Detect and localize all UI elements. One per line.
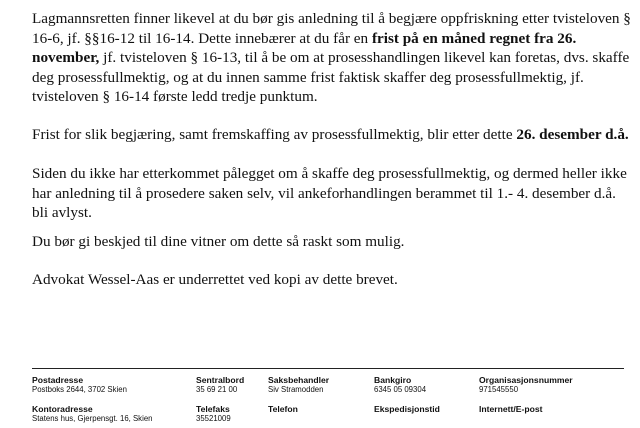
footer-value: Siv Stramodden	[268, 385, 324, 394]
footer-postadresse	[32, 375, 127, 395]
footer-label: Bankgiro	[374, 375, 412, 385]
footer-value: 35521009	[196, 414, 231, 423]
paragraph-text: Siden du ikke har etterkommet pålegget om å skaffe deg prosessfullmektig, og dermed heller ikke har anledning til å prosedere saken selv, vil ankeforhandlingen berammet til 1.- 4. desember d.å. bli avlyst.	[32, 165, 627, 221]
footer-label: Kontoradresse	[32, 404, 93, 414]
footer-kontoradresse	[32, 404, 153, 424]
footer-telefaks	[196, 404, 231, 424]
paragraph-avlyst	[32, 164, 632, 223]
footer-label: Organisasjonsnummer	[479, 375, 573, 385]
paragraph-text: jf. tvisteloven § 16-13, til å be om at prosesshandlingen likevel kan foretas, dvs. skaffe deg prosessfullmektig, og at du innen samme frist faktisk skaffer deg prosessfullmektig, jf. tvisteloven § 16-14 første ledd tredje punktum.	[32, 49, 630, 105]
deadline-date: 26. desember d.å.	[516, 126, 629, 143]
footer-value: 971545550	[479, 385, 519, 394]
paragraph-vitner	[32, 232, 632, 252]
paragraph-oppfriskning	[32, 9, 632, 107]
footer-divider	[32, 368, 624, 369]
footer-organisasjonsnummer	[479, 375, 573, 395]
paragraph-text: Lagmannsretten finner likevel at du bør gis anledning til å begjære oppfriskning etter tvisteloven § 16-6, jf. §§16-12 til 16-14. Dette innebærer at du får en	[32, 10, 631, 47]
footer-label: Telefaks	[196, 404, 230, 414]
footer-value: Statens hus, Gjerpensgt. 16, Skien	[32, 414, 153, 423]
footer-value: Postboks 2644, 3702 Skien	[32, 385, 127, 394]
letter-footer	[32, 375, 632, 427]
footer-label: Postadresse	[32, 375, 84, 385]
paragraph-text: Du bør gi beskjed til dine vitner om dette så raskt som mulig.	[32, 233, 405, 250]
footer-ekspedisjonstid	[374, 404, 440, 414]
footer-label: Telefon	[268, 404, 298, 414]
paragraph-text: Advokat Wessel-Aas er underrettet ved kopi av dette brevet.	[32, 271, 398, 288]
deadline-emphasis: frist på en måned regnet fra 26. november,	[32, 29, 577, 66]
footer-telefon	[268, 404, 298, 414]
footer-value: 6345 05 09304	[374, 385, 427, 394]
footer-value: 35 69 21 00	[196, 385, 238, 394]
footer-saksbehandler	[268, 375, 329, 395]
footer-internett	[479, 404, 543, 414]
footer-label: Internett/E-post	[479, 404, 543, 414]
footer-label: Sentralbord	[196, 375, 245, 385]
footer-sentralbord	[196, 375, 244, 395]
paragraph-frist	[32, 125, 632, 145]
footer-label: Saksbehandler	[268, 375, 330, 385]
footer-label: Ekspedisjonstid	[374, 404, 440, 414]
paragraph-kopi	[32, 270, 632, 290]
paragraph-text: Frist for slik begjæring, samt fremskaffing av prosessfullmektig, blir etter dette	[32, 126, 517, 143]
footer-bankgiro	[374, 375, 426, 395]
